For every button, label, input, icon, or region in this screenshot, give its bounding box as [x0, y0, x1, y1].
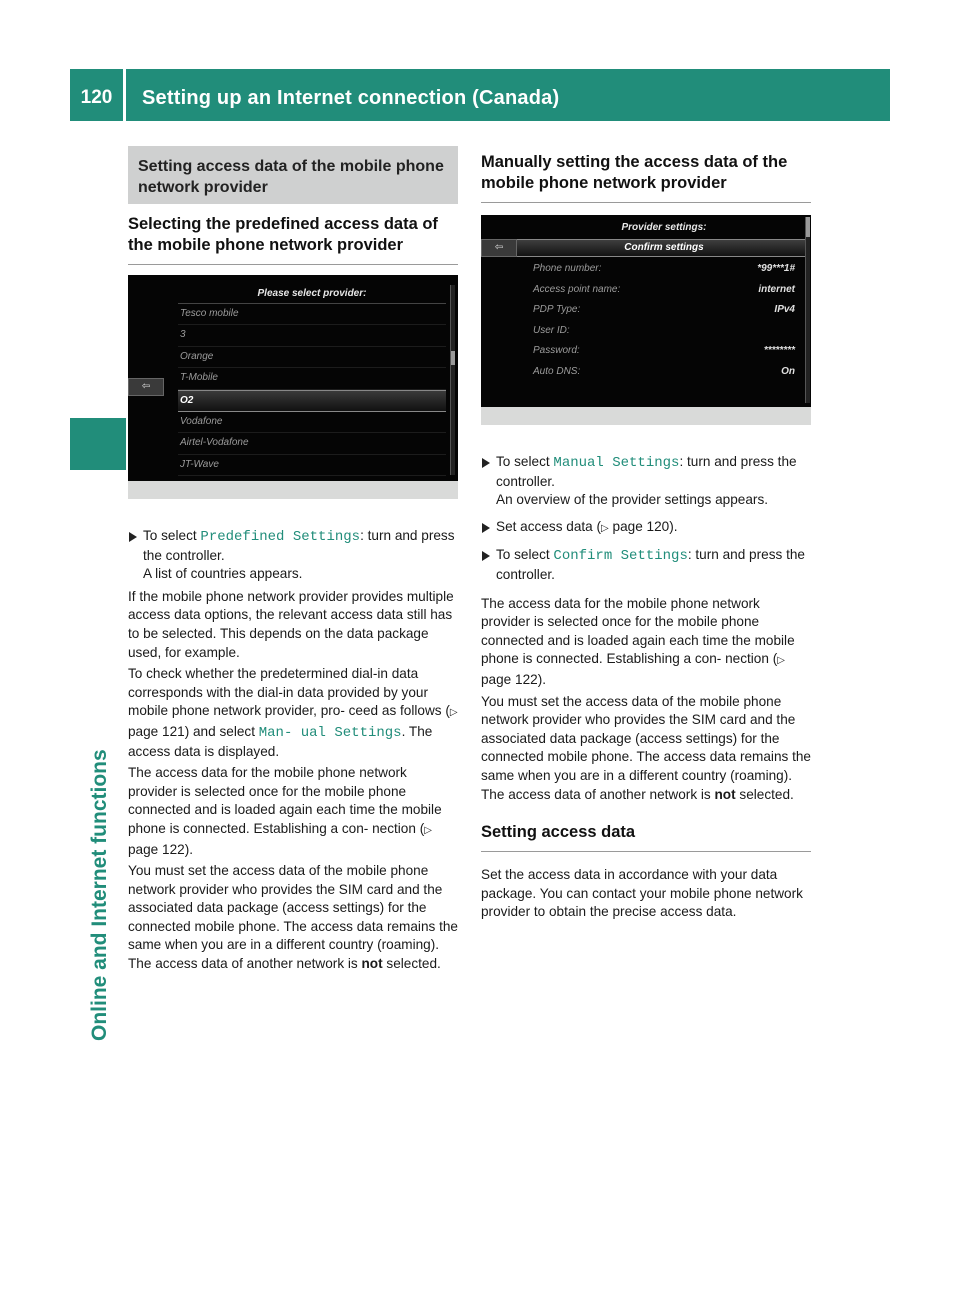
- screenshot-provider-list: [128, 275, 458, 499]
- step-result: A list of countries appears.: [143, 566, 303, 582]
- settings-row-label: Auto DNS:: [533, 365, 581, 377]
- menu-item-predefined-settings: Predefined Settings: [200, 529, 361, 545]
- step-select-predefined: [128, 527, 458, 584]
- settings-row: [533, 259, 795, 279]
- side-tab-marker: [70, 418, 126, 470]
- scrollbar-thumb: [806, 217, 810, 237]
- side-tab-label: Online and Internet functions: [88, 749, 111, 1041]
- settings-row-value: IPv4: [774, 304, 795, 315]
- section-box: [128, 146, 458, 204]
- scrollbar: [805, 217, 810, 403]
- text: page 120).: [608, 518, 678, 534]
- provider-list-item: Airtel-Vodafone: [178, 433, 446, 454]
- step-text: [496, 546, 811, 584]
- menu-item-manual-settings: Manual Settings: [553, 455, 680, 471]
- text: To check whether the predetermined dial-in data corresponds with the dial-in data provided by your mobile phone network provider, pro- ceed as follows (: [128, 666, 450, 719]
- box-heading: Setting access data of the mobile phone network provider: [138, 158, 444, 196]
- step-suffix: : turn and press the controller.: [143, 528, 455, 563]
- settings-row-value: ********: [763, 345, 795, 356]
- provider-list-item: 3: [178, 325, 446, 346]
- back-icon: ⇦: [481, 239, 517, 257]
- text: The access data for the mobile phone network provider is selected once for the mobile phone connected and is loaded again each time the mobile phone is connected. Establishing a con- nection (: [128, 765, 442, 836]
- text: You must set the access data of the mobile phone network provider who provides the SIM card and the associated data package (access settings) for the connected mobile phone. The access data remains the same when you are in a different country (roaming). The access data of another network is: [481, 693, 811, 802]
- settings-row-label: Password:: [533, 345, 580, 356]
- bold-text: not: [714, 786, 736, 802]
- paragraph: Set the access data in accordance with your data package. You can contact your mobile phone network provider to obtain the precise access data.: [481, 867, 803, 920]
- step-arrow-icon: [129, 532, 137, 542]
- step-arrow-icon: [482, 523, 490, 533]
- step-prefix: To select: [496, 547, 554, 563]
- section-heading: Setting access data: [481, 822, 811, 852]
- back-icon: ⇦: [128, 378, 164, 396]
- step-suffix: : turn and press the controller.: [496, 454, 797, 489]
- step-select-confirm: [481, 546, 811, 584]
- screenshot-provider-settings: [481, 215, 811, 425]
- page-ref-icon: ▷: [777, 655, 785, 667]
- settings-row-value: On: [781, 365, 795, 377]
- provider-list-item: Tesco mobile: [178, 304, 446, 325]
- step-suffix: : turn and press the controller.: [496, 547, 805, 582]
- settings-row-label: PDP Type:: [533, 304, 581, 315]
- text: selected.: [382, 956, 441, 972]
- subheading-predefined: Selecting the predefined access data of the mobile phone network provider: [128, 214, 458, 265]
- text: selected.: [735, 786, 794, 802]
- provider-list-item: Vodafone: [178, 412, 446, 433]
- paragraph: [481, 595, 811, 690]
- paragraph: [128, 665, 458, 761]
- image-code: P82.89-0552-31: [740, 413, 805, 423]
- settings-row-label: Access point name:: [533, 283, 621, 295]
- text: You must set the access data of the mobile phone network provider who provides the SIM card and the associated data package (access settings) for the connected mobile phone. The access data remains the same when you are in a different country (roaming). The access data of another network is: [128, 863, 458, 972]
- text: The access data for the mobile phone network provider is selected once for the mobile phone connected and is loaded again each time the mobile phone is connected. Establishing a con- nection (: [481, 595, 795, 667]
- settings-row: [533, 321, 795, 341]
- confirm-settings-item: Confirm settings: [624, 242, 704, 253]
- settings-row: [533, 280, 795, 300]
- step-text: [143, 527, 458, 584]
- step-prefix: To select: [496, 454, 554, 469]
- step-text: [496, 518, 811, 539]
- text: page 121) and select: [128, 723, 259, 739]
- settings-row-label: User ID:: [533, 324, 570, 336]
- page-ref-icon: ▷: [449, 707, 458, 719]
- page-number: 120: [70, 69, 126, 121]
- right-column: [481, 146, 811, 925]
- provider-list-title: Please select provider:: [178, 285, 446, 304]
- text: page 122).: [481, 671, 547, 687]
- left-column: [128, 146, 458, 977]
- step-prefix: To select: [143, 528, 201, 543]
- provider-list-item: JT-Wave: [178, 455, 446, 476]
- provider-list-item: Orange: [178, 347, 446, 368]
- settings-title: Provider settings:: [621, 222, 707, 233]
- text: . The access data is displayed.: [128, 723, 433, 759]
- menu-item-confirm-settings: Confirm Settings: [553, 548, 688, 565]
- provider-list-item: O2: [178, 390, 446, 412]
- settings-row-value: internet: [758, 283, 795, 295]
- paragraph: [481, 693, 811, 805]
- subheading-manual: Manually setting the access data of the mobile phone network provider: [481, 152, 811, 203]
- step-text: [496, 453, 811, 510]
- page-ref-icon: ▷: [601, 522, 609, 534]
- step-set-access-data: [481, 518, 811, 539]
- scrollbar-thumb: [451, 351, 455, 365]
- paragraph: [128, 764, 458, 859]
- page-ref-icon: ▷: [424, 824, 432, 836]
- paragraph: [128, 862, 458, 974]
- step-select-manual: [481, 453, 811, 510]
- settings-row-value: *99***1#: [757, 263, 795, 274]
- menu-item-manual-settings: Man- ual Settings: [258, 724, 402, 741]
- step-arrow-icon: [482, 458, 490, 468]
- step-result: An overview of the provider settings appears.: [496, 492, 769, 508]
- settings-row: [533, 362, 795, 382]
- step-arrow-icon: [482, 551, 490, 561]
- text: Set access data (: [496, 518, 602, 534]
- provider-list: [178, 285, 446, 476]
- settings-row-label: Phone number:: [533, 263, 602, 274]
- paragraph: If the mobile phone network provider provides multiple access data options, the relevant access data still has to be selected. This depends on the data package used, for example.: [128, 588, 454, 660]
- scrollbar: [450, 285, 455, 475]
- bold-text: not: [361, 956, 383, 972]
- settings-row: [533, 341, 795, 361]
- settings-row: [533, 300, 795, 320]
- text: page 122).: [128, 841, 194, 857]
- provider-list-item: T-Mobile: [178, 368, 446, 389]
- page-header: [70, 69, 890, 121]
- chapter-title: Setting up an Internet connection (Canada): [142, 87, 560, 109]
- image-code: P82.87-9803-31: [387, 487, 452, 497]
